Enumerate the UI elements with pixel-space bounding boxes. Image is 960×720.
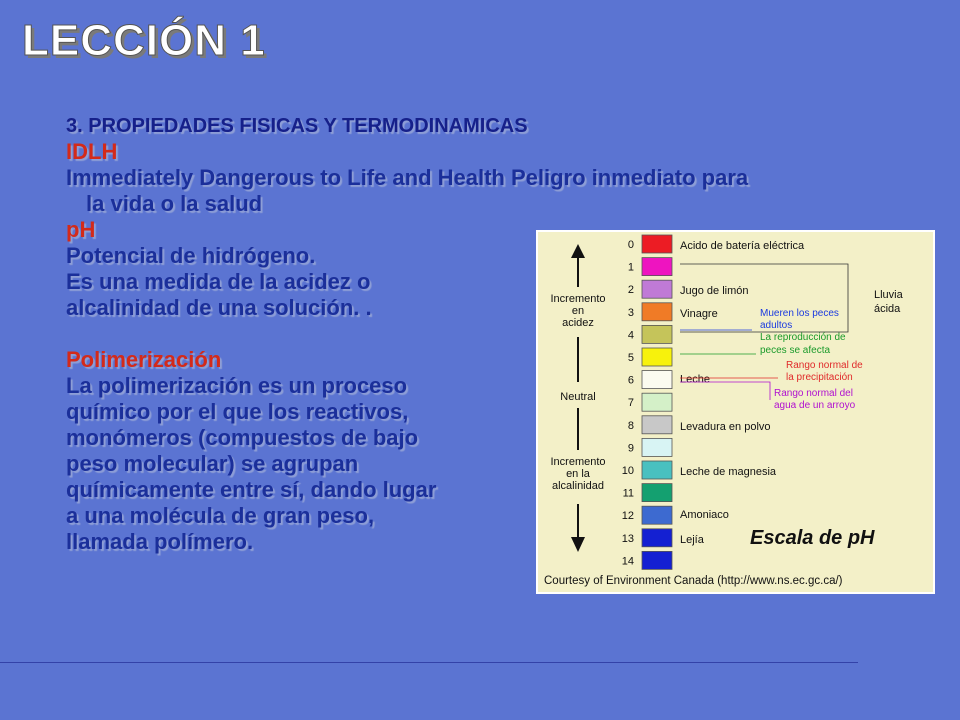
divider	[0, 662, 858, 663]
fish-die-label: adultos	[760, 320, 793, 331]
idlh-label: IDLH	[66, 139, 118, 164]
ph-line: Es una medida de la acidez o	[66, 269, 371, 294]
poly-line: La polimerización es un proceso	[66, 373, 408, 398]
ph-color-box	[642, 416, 672, 434]
ph-number: 7	[627, 397, 634, 410]
precip-label: la precipitación	[786, 372, 853, 383]
ph-color-box	[642, 438, 672, 456]
ph-line: alcalinidad de una solución. .	[66, 295, 372, 320]
ph-color-box	[642, 235, 672, 253]
ph-scale-svg	[538, 232, 933, 592]
poly-line: químicamente entre sí, dando lugar	[66, 477, 437, 502]
neutral-label: Neutral	[560, 391, 596, 403]
ph-color-box	[642, 461, 672, 479]
substance-label: Vinagre	[680, 307, 718, 320]
up-arrow-icon	[571, 244, 585, 258]
fish-repro-label: La reproducción de	[760, 332, 846, 343]
ph-number: 6	[627, 374, 634, 387]
alkaline-label: en la	[566, 468, 590, 480]
ph-color-box	[642, 484, 672, 502]
alkaline-label: Incremento	[550, 456, 606, 468]
ph-number: 8	[627, 419, 634, 432]
poly-line: a una molécula de gran peso,	[66, 503, 375, 528]
ph-number: 13	[621, 532, 634, 545]
ph-color-box	[642, 551, 672, 569]
stream-label: Rango normal del	[774, 388, 853, 399]
substance-label: Leche	[680, 373, 710, 386]
ph-number: 5	[627, 352, 634, 364]
fish-repro-label: peces se afecta	[760, 345, 831, 356]
ph-color-box	[642, 529, 672, 547]
substance-label: Levadura en polvo	[680, 420, 771, 433]
ph-scale-image	[536, 230, 935, 594]
ph-color-box	[642, 325, 672, 343]
ph-color-box	[642, 303, 672, 321]
substance-label: Leche de magnesia	[680, 466, 777, 478]
substance-label: Acido de batería eléctrica	[680, 240, 805, 252]
ph-line: Potencial de hidrógeno.	[66, 243, 316, 268]
acid-label: Incremento	[550, 293, 606, 305]
ph-number: 0	[627, 239, 634, 251]
acid-label: en	[571, 305, 585, 317]
scale-title: Escala de pH	[750, 527, 875, 549]
down-arrow-icon	[571, 537, 585, 552]
ph-number: 11	[622, 487, 634, 500]
poly-label: Polimerización	[66, 347, 222, 372]
ph-color-box	[642, 280, 672, 298]
poly-line: químico por el que los reactivos,	[66, 399, 409, 424]
substance-label: Jugo de limón	[680, 285, 749, 298]
ph-color-box	[642, 371, 672, 389]
idlh-line-2: la vida o la salud	[86, 191, 263, 216]
ph-number: 2	[627, 284, 634, 297]
ph-number: 3	[627, 306, 634, 319]
ph-number: 1	[627, 261, 634, 274]
ph-number: 10	[621, 465, 634, 477]
stream-label: agua de un arroyo	[774, 400, 856, 411]
ph-color-box	[642, 258, 672, 276]
ph-number: 4	[627, 329, 634, 342]
ph-number: 9	[627, 442, 634, 455]
poly-line: monómeros (compuestos de bajo	[66, 425, 419, 450]
rain-label: ácida	[874, 303, 901, 315]
poly-line: peso molecular) se agrupan	[66, 451, 359, 476]
ph-color-box	[642, 393, 672, 411]
section-heading: 3. PROPIEDADES FISICAS Y TERMODINAMICAS	[66, 115, 528, 137]
ph-color-box	[642, 506, 672, 524]
fish-die-label: Mueren los peces	[760, 308, 839, 319]
ph-label: pH	[66, 217, 96, 242]
ph-number: 12	[621, 510, 634, 523]
slide-title: LECCIÓN 1	[22, 16, 266, 65]
courtesy-text: Courtesy of Environment Canada (http://www.ns.ec.gc.ca/)	[544, 575, 843, 587]
idlh-line-1: Immediately Dangerous to Life and Health Peligro inmediato para	[66, 165, 749, 190]
alkaline-label: alcalinidad	[552, 480, 604, 492]
precip-label: Rango normal de	[786, 360, 863, 371]
substance-label: Lejía	[680, 533, 704, 546]
rain-label: Lluvia	[874, 289, 903, 301]
acid-label: acidez	[562, 317, 594, 329]
ph-number: 14	[621, 555, 634, 568]
substance-label: Amoniaco	[680, 509, 729, 522]
poly-line: llamada polímero.	[66, 529, 254, 554]
ph-color-box	[642, 348, 672, 366]
